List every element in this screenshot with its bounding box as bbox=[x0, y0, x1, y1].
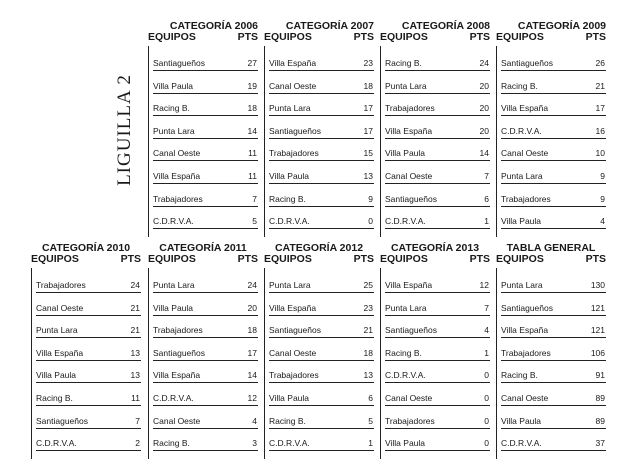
team-points: 0 bbox=[484, 393, 489, 403]
team-name: Racing B. bbox=[385, 58, 422, 68]
team-points: 4 bbox=[600, 216, 605, 227]
table-title: CATEGORÍA 2009 bbox=[517, 20, 606, 32]
team-name: Villa Paula bbox=[501, 216, 542, 227]
table-row bbox=[385, 391, 490, 406]
table-title: CATEGORÍA 2013 bbox=[390, 242, 480, 254]
team-name: Canal Oeste bbox=[501, 393, 549, 403]
table-row bbox=[501, 79, 606, 94]
team-name: C.D.R.V.A. bbox=[385, 216, 426, 227]
points-column-header: PTS bbox=[585, 31, 606, 43]
team-points: 17 bbox=[363, 125, 373, 136]
table-row bbox=[269, 301, 374, 316]
team-column-header: EQUIPOS bbox=[264, 31, 312, 43]
team-points: 10 bbox=[595, 148, 605, 159]
team-points: 2 bbox=[135, 438, 140, 449]
table-header bbox=[31, 254, 141, 265]
table-row bbox=[501, 414, 606, 429]
table-row bbox=[269, 278, 374, 293]
table-row bbox=[385, 301, 490, 316]
team-name: Villa España bbox=[269, 58, 317, 68]
table-row bbox=[36, 346, 141, 361]
table-row bbox=[385, 414, 490, 429]
team-name: Santiagueños bbox=[269, 125, 321, 136]
team-points: 24 bbox=[479, 58, 489, 68]
table-row bbox=[501, 146, 606, 161]
team-points: 17 bbox=[363, 103, 373, 114]
team-name: Villa Paula bbox=[385, 438, 426, 449]
points-column-header: PTS bbox=[237, 31, 258, 43]
table-header bbox=[264, 32, 374, 43]
team-points: 0 bbox=[484, 438, 489, 449]
team-name: Punta Lara bbox=[153, 125, 195, 136]
team-name: Punta Lara bbox=[385, 302, 427, 313]
table-title: CATEGORÍA 2007 bbox=[285, 20, 374, 32]
team-name: Villa Paula bbox=[269, 393, 310, 403]
team-points: 21 bbox=[363, 325, 373, 336]
table-row bbox=[153, 278, 258, 293]
table-row bbox=[385, 56, 490, 71]
team-name: Villa España bbox=[269, 302, 317, 313]
team-points: 7 bbox=[252, 193, 257, 204]
table-row bbox=[269, 323, 374, 338]
table-rows bbox=[148, 46, 258, 237]
table-row bbox=[385, 169, 490, 184]
table-row bbox=[153, 169, 258, 184]
team-points: 89 bbox=[595, 415, 605, 426]
team-points: 26 bbox=[595, 58, 605, 68]
team-column-header: EQUIPOS bbox=[496, 31, 544, 43]
team-points: 7 bbox=[484, 302, 489, 313]
team-points: 1 bbox=[484, 216, 489, 227]
team-name: Canal Oeste bbox=[269, 347, 317, 358]
team-points: 13 bbox=[363, 370, 373, 381]
table-rows bbox=[496, 46, 606, 237]
team-name: Racing B. bbox=[153, 438, 190, 449]
team-points: 121 bbox=[590, 302, 605, 313]
team-column-header: EQUIPOS bbox=[264, 253, 312, 265]
table-row bbox=[36, 436, 141, 451]
team-points: 20 bbox=[479, 80, 489, 91]
table-row bbox=[269, 391, 374, 406]
team-name: C.D.R.V.A. bbox=[501, 125, 542, 136]
team-name: Trabajadores bbox=[269, 370, 319, 381]
team-points: 18 bbox=[363, 80, 373, 91]
table-header bbox=[148, 254, 258, 265]
team-name: C.D.R.V.A. bbox=[501, 438, 542, 449]
standings-table bbox=[380, 243, 490, 461]
team-name: Villa España bbox=[36, 347, 84, 358]
table-rows bbox=[31, 268, 141, 459]
team-points: 18 bbox=[247, 103, 257, 114]
table-row bbox=[153, 192, 258, 207]
team-column-header: EQUIPOS bbox=[31, 253, 79, 265]
table-row bbox=[269, 346, 374, 361]
team-name: Punta Lara bbox=[36, 325, 78, 336]
team-points: 17 bbox=[595, 103, 605, 114]
team-name: Villa Paula bbox=[36, 370, 77, 381]
table-row bbox=[153, 414, 258, 429]
table-row bbox=[269, 124, 374, 139]
table-row bbox=[385, 436, 490, 451]
table-row bbox=[269, 414, 374, 429]
table-row bbox=[385, 323, 490, 338]
team-points: 24 bbox=[247, 280, 257, 290]
team-name: Villa España bbox=[153, 370, 201, 381]
team-points: 19 bbox=[247, 80, 257, 91]
team-name: Punta Lara bbox=[501, 171, 543, 181]
side-title bbox=[110, 60, 140, 200]
table-row bbox=[385, 278, 490, 293]
team-points: 13 bbox=[130, 347, 140, 358]
team-points: 1 bbox=[484, 347, 489, 358]
table-row bbox=[36, 323, 141, 338]
team-name: Racing B. bbox=[269, 415, 306, 426]
table-rows bbox=[496, 268, 606, 459]
table-header bbox=[380, 32, 490, 43]
team-name: Villa España bbox=[501, 103, 549, 114]
table-title: TABLA GENERAL bbox=[506, 242, 596, 254]
team-name: Villa Paula bbox=[269, 171, 310, 181]
team-points: 23 bbox=[363, 302, 373, 313]
team-name: Santiagueños bbox=[153, 58, 205, 68]
team-name: C.D.R.V.A. bbox=[153, 216, 194, 227]
team-name: Canal Oeste bbox=[36, 302, 84, 313]
table-rows bbox=[264, 268, 374, 459]
team-points: 0 bbox=[484, 370, 489, 381]
points-column-header: PTS bbox=[469, 31, 490, 43]
team-name: Racing B. bbox=[501, 80, 538, 91]
table-title: CATEGORÍA 2011 bbox=[159, 242, 247, 254]
table-row bbox=[501, 301, 606, 316]
team-name: Villa Paula bbox=[385, 148, 426, 159]
team-points: 21 bbox=[130, 302, 140, 313]
team-points: 15 bbox=[363, 148, 373, 159]
table-row bbox=[269, 368, 374, 383]
team-points: 12 bbox=[247, 393, 257, 403]
team-points: 18 bbox=[247, 325, 257, 336]
table-header bbox=[496, 32, 606, 43]
team-name: Canal Oeste bbox=[385, 393, 433, 403]
team-name: Racing B. bbox=[153, 103, 190, 114]
team-points: 3 bbox=[252, 438, 257, 449]
team-points: 24 bbox=[130, 280, 140, 290]
team-name: Villa España bbox=[501, 325, 549, 336]
team-column-header: EQUIPOS bbox=[148, 31, 196, 43]
points-column-header: PTS bbox=[353, 31, 374, 43]
table-row bbox=[501, 391, 606, 406]
table-row bbox=[36, 278, 141, 293]
team-points: 14 bbox=[247, 125, 257, 136]
table-row bbox=[269, 56, 374, 71]
table-row bbox=[153, 301, 258, 316]
team-name: Villa España bbox=[385, 125, 433, 136]
table-row bbox=[501, 56, 606, 71]
team-name: Trabajadores bbox=[501, 347, 551, 358]
points-column-header: PTS bbox=[353, 253, 374, 265]
table-row bbox=[385, 346, 490, 361]
team-points: 14 bbox=[479, 148, 489, 159]
team-name: C.D.R.V.A. bbox=[385, 370, 426, 381]
table-row bbox=[269, 101, 374, 116]
table-row bbox=[501, 346, 606, 361]
table-row bbox=[501, 368, 606, 383]
team-points: 4 bbox=[484, 325, 489, 336]
team-name: Canal Oeste bbox=[269, 80, 317, 91]
team-name: C.D.R.V.A. bbox=[36, 438, 77, 449]
table-title: CATEGORÍA 2008 bbox=[401, 20, 490, 32]
points-column-header: PTS bbox=[120, 253, 141, 265]
team-points: 5 bbox=[368, 415, 373, 426]
team-points: 12 bbox=[479, 280, 489, 290]
table-row bbox=[501, 101, 606, 116]
team-points: 37 bbox=[595, 438, 605, 449]
team-name: C.D.R.V.A. bbox=[269, 216, 310, 227]
team-points: 21 bbox=[130, 325, 140, 336]
team-name: Canal Oeste bbox=[153, 415, 201, 426]
team-points: 11 bbox=[248, 171, 257, 181]
table-row bbox=[385, 79, 490, 94]
team-name: Trabajadores bbox=[385, 103, 435, 114]
table-header bbox=[264, 254, 374, 265]
team-points: 6 bbox=[484, 193, 489, 204]
team-name: Trabajadores bbox=[153, 193, 203, 204]
team-name: Santiagueños bbox=[153, 347, 205, 358]
team-name: Trabajadores bbox=[269, 148, 319, 159]
table-row bbox=[501, 192, 606, 207]
team-points: 9 bbox=[600, 193, 605, 204]
table-row bbox=[36, 368, 141, 383]
team-name: Racing B. bbox=[385, 347, 422, 358]
team-name: C.D.R.V.A. bbox=[269, 438, 310, 449]
team-column-header: EQUIPOS bbox=[380, 31, 428, 43]
table-row bbox=[501, 323, 606, 338]
table-rows bbox=[380, 46, 490, 237]
team-points: 20 bbox=[247, 302, 257, 313]
table-row bbox=[36, 391, 141, 406]
table-header bbox=[148, 32, 258, 43]
team-name: Punta Lara bbox=[269, 280, 311, 290]
table-row bbox=[385, 214, 490, 229]
team-name: Punta Lara bbox=[269, 103, 311, 114]
team-points: 130 bbox=[590, 280, 605, 290]
team-name: Santiagueños bbox=[385, 193, 437, 204]
team-points: 7 bbox=[135, 415, 140, 426]
table-row bbox=[269, 436, 374, 451]
team-points: 89 bbox=[595, 393, 605, 403]
team-name: Canal Oeste bbox=[385, 171, 433, 181]
table-row bbox=[153, 214, 258, 229]
team-name: C.D.R.V.A. bbox=[153, 393, 194, 403]
table-row bbox=[153, 101, 258, 116]
table-row bbox=[36, 301, 141, 316]
points-column-header: PTS bbox=[237, 253, 258, 265]
team-points: 91 bbox=[595, 370, 605, 381]
table-row bbox=[153, 323, 258, 338]
team-name: Villa Paula bbox=[501, 415, 542, 426]
team-name: Villa España bbox=[153, 171, 201, 181]
team-name: Punta Lara bbox=[501, 280, 543, 290]
team-points: 121 bbox=[590, 325, 605, 336]
table-title: CATEGORÍA 2010 bbox=[41, 242, 131, 254]
points-column-header: PTS bbox=[469, 253, 490, 265]
team-points: 106 bbox=[590, 347, 605, 358]
team-points: 23 bbox=[363, 58, 373, 68]
table-row bbox=[385, 101, 490, 116]
table-row bbox=[501, 214, 606, 229]
team-name: Villa Paula bbox=[153, 302, 194, 313]
team-points: 0 bbox=[484, 415, 489, 426]
table-rows bbox=[380, 268, 490, 459]
team-name: Santiagueños bbox=[36, 415, 88, 426]
team-points: 7 bbox=[484, 171, 489, 181]
team-points: 11 bbox=[248, 148, 257, 159]
team-name: Trabajadores bbox=[385, 415, 435, 426]
team-points: 20 bbox=[479, 125, 489, 136]
team-name: Trabajadores bbox=[501, 193, 551, 204]
table-row bbox=[269, 169, 374, 184]
table-header bbox=[380, 254, 490, 265]
table-row bbox=[153, 146, 258, 161]
team-points: 13 bbox=[130, 370, 140, 381]
team-name: Trabajadores bbox=[153, 325, 203, 336]
table-row bbox=[501, 278, 606, 293]
team-name: Santiagueños bbox=[385, 325, 437, 336]
side-title-text: LIGUILLA 2 bbox=[114, 74, 135, 186]
team-points: 14 bbox=[247, 370, 257, 381]
table-row bbox=[501, 124, 606, 139]
table-row bbox=[269, 214, 374, 229]
team-points: 25 bbox=[363, 280, 373, 290]
table-row bbox=[153, 346, 258, 361]
table-row bbox=[385, 146, 490, 161]
table-row bbox=[501, 436, 606, 451]
table-row bbox=[269, 192, 374, 207]
team-points: 27 bbox=[247, 58, 257, 68]
table-row bbox=[153, 368, 258, 383]
team-points: 11 bbox=[131, 393, 140, 403]
team-points: 6 bbox=[368, 393, 373, 403]
team-name: Racing B. bbox=[36, 393, 73, 403]
table-title: CATEGORÍA 2012 bbox=[274, 242, 364, 254]
standings-table bbox=[264, 21, 374, 239]
team-name: Punta Lara bbox=[385, 80, 427, 91]
team-points: 0 bbox=[368, 216, 373, 227]
team-points: 13 bbox=[363, 171, 373, 181]
table-row bbox=[153, 436, 258, 451]
team-name: Racing B. bbox=[501, 370, 538, 381]
table-row bbox=[501, 169, 606, 184]
team-points: 18 bbox=[363, 347, 373, 358]
team-name: Villa Paula bbox=[153, 80, 194, 91]
table-row bbox=[153, 124, 258, 139]
team-name: Punta Lara bbox=[153, 280, 195, 290]
table-row bbox=[36, 414, 141, 429]
standings-table bbox=[496, 243, 606, 461]
team-name: Canal Oeste bbox=[153, 148, 201, 159]
table-row bbox=[153, 79, 258, 94]
table-row bbox=[385, 124, 490, 139]
table-row bbox=[153, 391, 258, 406]
team-name: Santiagueños bbox=[501, 302, 553, 313]
team-points: 20 bbox=[479, 103, 489, 114]
points-column-header: PTS bbox=[585, 253, 606, 265]
table-row bbox=[153, 56, 258, 71]
table-rows bbox=[264, 46, 374, 237]
team-points: 16 bbox=[595, 125, 605, 136]
team-name: Santiagueños bbox=[501, 58, 553, 68]
table-title: CATEGORÍA 2006 bbox=[169, 20, 258, 32]
team-points: 4 bbox=[252, 415, 257, 426]
team-name: Racing B. bbox=[269, 193, 306, 204]
team-points: 17 bbox=[247, 347, 257, 358]
standings-table bbox=[380, 21, 490, 239]
table-row bbox=[385, 192, 490, 207]
team-column-header: EQUIPOS bbox=[496, 253, 544, 265]
team-name: Villa España bbox=[385, 280, 433, 290]
table-row bbox=[269, 79, 374, 94]
team-name: Trabajadores bbox=[36, 280, 86, 290]
table-rows bbox=[148, 268, 258, 459]
standings-table bbox=[496, 21, 606, 239]
table-row bbox=[269, 146, 374, 161]
team-column-header: EQUIPOS bbox=[380, 253, 428, 265]
team-points: 9 bbox=[600, 171, 605, 181]
team-name: Santiagueños bbox=[269, 325, 321, 336]
standings-table bbox=[264, 243, 374, 461]
standings-table bbox=[31, 243, 141, 461]
team-points: 1 bbox=[368, 438, 373, 449]
team-points: 9 bbox=[368, 193, 373, 204]
team-column-header: EQUIPOS bbox=[148, 253, 196, 265]
table-row bbox=[385, 368, 490, 383]
team-name: Canal Oeste bbox=[501, 148, 549, 159]
standings-table bbox=[148, 243, 258, 461]
table-header bbox=[496, 254, 606, 265]
team-points: 5 bbox=[252, 216, 257, 227]
team-points: 21 bbox=[595, 80, 605, 91]
standings-table bbox=[148, 21, 258, 239]
